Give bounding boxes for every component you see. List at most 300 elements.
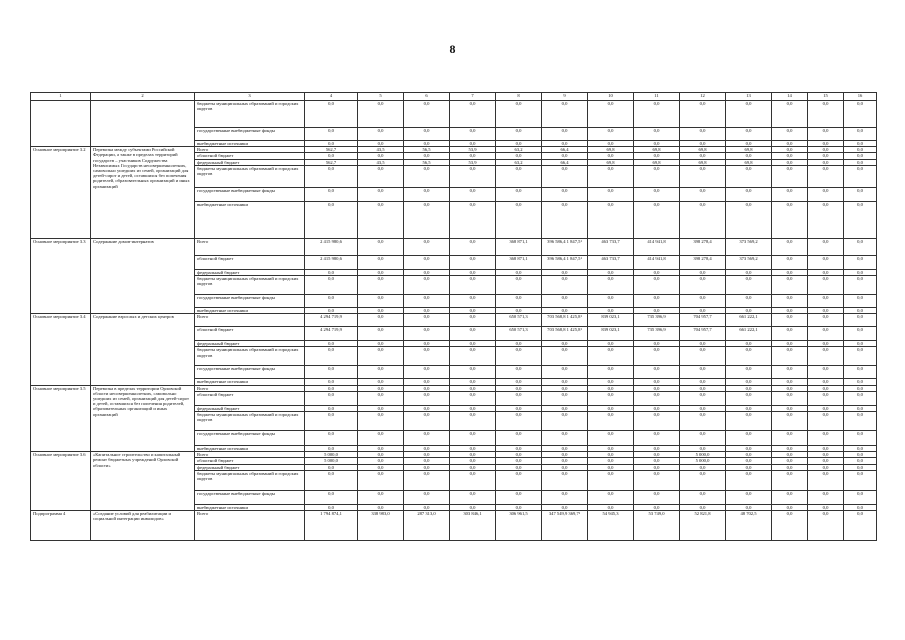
amount-cell: 0,0 bbox=[680, 464, 726, 470]
amount-cell: 0,0 bbox=[358, 446, 404, 452]
amount-cell: 69,8 bbox=[726, 159, 772, 165]
funding-source-cell: Всего bbox=[195, 511, 305, 541]
amount-cell: 0,0 bbox=[844, 405, 877, 411]
amount-cell: 0,0 bbox=[726, 347, 772, 366]
column-number-cell: 13 bbox=[726, 93, 772, 101]
amount-cell: 0,0 bbox=[680, 405, 726, 411]
activity-name-cell: Перевозка в пределах территории Орловской области несовершеннолетних, самовольно ушедших из семей, организаций для детей-сирот и детей, оставшихся без попечения родителей, образовательных организаций и иных организаций bbox=[91, 385, 195, 452]
amount-cell: 0,0 bbox=[844, 470, 877, 490]
amount-cell: 0,0 bbox=[772, 470, 808, 490]
amount-cell: 0,0 bbox=[726, 391, 772, 405]
amount-cell: 0,0 bbox=[808, 452, 844, 458]
funding-source-cell: государственные внебюджетные фонды bbox=[195, 431, 305, 446]
column-number-row bbox=[31, 93, 877, 101]
amount-cell: 0,0 bbox=[808, 504, 844, 510]
amount-cell: 0,0 bbox=[542, 431, 588, 446]
amount-cell: 0,0 bbox=[496, 308, 542, 314]
amount-cell: 0,0 bbox=[588, 431, 634, 446]
funding-source-cell: бюджеты муниципальных образований и городских округов bbox=[195, 101, 305, 128]
amount-cell: 0,0 bbox=[450, 341, 496, 347]
amount-cell: 66,4 bbox=[542, 159, 588, 165]
amount-cell: 0,0 bbox=[680, 470, 726, 490]
amount-cell: 0,0 bbox=[542, 187, 588, 201]
amount-cell: 0,0 bbox=[634, 490, 680, 504]
amount-cell: 0,0 bbox=[358, 141, 404, 147]
amount-cell: 0,0 bbox=[844, 308, 877, 314]
amount-cell: 0,0 bbox=[726, 308, 772, 314]
amount-cell: 0,0 bbox=[542, 101, 588, 128]
amount-cell: 0,0 bbox=[772, 159, 808, 165]
amount-cell: 0,0 bbox=[634, 341, 680, 347]
amount-cell: 0,0 bbox=[588, 295, 634, 308]
amount-cell: 56,5 bbox=[404, 159, 450, 165]
funding-source-cell: Всего bbox=[195, 147, 305, 153]
amount-cell: 0,0 bbox=[496, 276, 542, 295]
amount-cell: 0,0 bbox=[450, 470, 496, 490]
amount-cell: 0,0 bbox=[450, 128, 496, 141]
amount-cell: 0,0 bbox=[496, 347, 542, 366]
amount-cell: 0,0 bbox=[496, 101, 542, 128]
funding-source-cell: внебюджетные источники bbox=[195, 504, 305, 510]
amount-cell: 0,0 bbox=[305, 153, 358, 159]
amount-cell: 0,0 bbox=[404, 141, 450, 147]
amount-cell: 0,0 bbox=[808, 458, 844, 464]
amount-cell: 0,0 bbox=[772, 464, 808, 470]
amount-cell: 0,0 bbox=[634, 201, 680, 238]
amount-cell: 0,0 bbox=[496, 379, 542, 385]
funding-source-cell: внебюджетные источники bbox=[195, 446, 305, 452]
amount-cell: 306 961,5 bbox=[496, 511, 542, 541]
amount-cell: 0,0 bbox=[450, 314, 496, 327]
amount-cell: 0,0 bbox=[305, 341, 358, 347]
amount-cell: 0,0 bbox=[634, 504, 680, 510]
amount-cell: 69,8 bbox=[588, 147, 634, 153]
amount-cell: 0,0 bbox=[726, 201, 772, 238]
amount-cell: 0,0 bbox=[542, 276, 588, 295]
amount-cell: 0,0 bbox=[808, 159, 844, 165]
amount-cell: 0,0 bbox=[588, 452, 634, 458]
funding-source-cell: государственные внебюджетные фонды bbox=[195, 366, 305, 379]
amount-cell: 0,0 bbox=[496, 201, 542, 238]
amount-cell: 0,0 bbox=[496, 405, 542, 411]
amount-cell: 0,0 bbox=[808, 446, 844, 452]
amount-cell: 0,0 bbox=[772, 101, 808, 128]
funding-source-cell: государственные внебюджетные фонды bbox=[195, 490, 305, 504]
amount-cell: 0,0 bbox=[808, 379, 844, 385]
amount-cell: 0,0 bbox=[404, 269, 450, 275]
amount-cell: 0,0 bbox=[358, 128, 404, 141]
amount-cell: 0,0 bbox=[450, 308, 496, 314]
amount-cell: 0,0 bbox=[542, 490, 588, 504]
amount-cell: 0,0 bbox=[634, 165, 680, 187]
funding-source-cell: областной бюджет bbox=[195, 153, 305, 159]
amount-cell: 0,0 bbox=[588, 464, 634, 470]
amount-cell: 0,0 bbox=[726, 128, 772, 141]
activity-name-cell: Перевозка между субъектами Российской Федерации, а также в пределах территорий государств – участников Содружества Независимых Государств несовершеннолетних, самовольно ушедших из семей, организаций для детей-сирот и детей, оставшихся без попечения родителей, образовательных организаций и иных организаций bbox=[91, 147, 195, 239]
amount-cell: 0,0 bbox=[772, 341, 808, 347]
amount-cell: 0,0 bbox=[772, 412, 808, 431]
amount-cell: 0,0 bbox=[844, 490, 877, 504]
amount-cell: 0,0 bbox=[772, 366, 808, 379]
amount-cell: 0,0 bbox=[726, 101, 772, 128]
amount-cell: 0,0 bbox=[404, 187, 450, 201]
amount-cell: 0,0 bbox=[404, 327, 450, 341]
amount-cell: 0,0 bbox=[496, 141, 542, 147]
amount-cell: 2 415 980,6 bbox=[305, 255, 358, 269]
table-row bbox=[31, 238, 877, 255]
amount-cell: 0,0 bbox=[808, 405, 844, 411]
amount-cell: 0,0 bbox=[358, 366, 404, 379]
amount-cell: 0,0 bbox=[496, 391, 542, 405]
funding-source-cell: бюджеты муниципальных образований и городских округов bbox=[195, 470, 305, 490]
amount-cell: 0,0 bbox=[588, 308, 634, 314]
amount-cell: 0,0 bbox=[634, 405, 680, 411]
amount-cell: 0,0 bbox=[772, 153, 808, 159]
amount-cell: 0,0 bbox=[404, 308, 450, 314]
amount-cell: 0,0 bbox=[844, 187, 877, 201]
amount-cell: 0,0 bbox=[634, 101, 680, 128]
amount-cell: 0,0 bbox=[844, 238, 877, 255]
page-number: 8 bbox=[449, 42, 456, 56]
activity-name-cell: Содержание домов-интернатов bbox=[91, 238, 195, 313]
amount-cell: 0,0 bbox=[450, 412, 496, 431]
amount-cell: 0,0 bbox=[844, 511, 877, 541]
amount-cell: 0,0 bbox=[358, 431, 404, 446]
amount-cell: 0,0 bbox=[808, 431, 844, 446]
amount-cell: 414 941,8 bbox=[634, 255, 680, 269]
activity-code-cell: Основное мероприятие 3.6 bbox=[31, 452, 91, 511]
amount-cell: 0,0 bbox=[808, 366, 844, 379]
amount-cell: 0,0 bbox=[404, 446, 450, 452]
amount-cell: 0,0 bbox=[726, 269, 772, 275]
amount-cell: 0,0 bbox=[305, 366, 358, 379]
amount-cell: 0,0 bbox=[358, 464, 404, 470]
amount-cell: 0,0 bbox=[450, 276, 496, 295]
column-number-cell: 1 bbox=[31, 93, 91, 101]
amount-cell: 0,0 bbox=[726, 504, 772, 510]
amount-cell: 0,0 bbox=[358, 314, 404, 327]
amount-cell: 0,0 bbox=[634, 452, 680, 458]
amount-cell: 0,0 bbox=[844, 327, 877, 341]
funding-source-cell: Всего bbox=[195, 452, 305, 458]
amount-cell: 0,0 bbox=[450, 187, 496, 201]
amount-cell: 463 733,7 bbox=[588, 238, 634, 255]
amount-cell: 0,0 bbox=[772, 295, 808, 308]
amount-cell: 0,0 bbox=[358, 412, 404, 431]
amount-cell: 0,0 bbox=[358, 405, 404, 411]
column-number-cell: 11 bbox=[634, 93, 680, 101]
amount-cell: 0,0 bbox=[634, 458, 680, 464]
amount-cell: 0,0 bbox=[358, 101, 404, 128]
amount-cell: 0,0 bbox=[772, 347, 808, 366]
amount-cell: 69,8 bbox=[680, 159, 726, 165]
amount-cell: 0,0 bbox=[358, 341, 404, 347]
amount-cell: 0,0 bbox=[808, 327, 844, 341]
amount-cell: 0,0 bbox=[305, 446, 358, 452]
column-number-cell: 9 bbox=[542, 93, 588, 101]
amount-cell: 0,0 bbox=[450, 405, 496, 411]
column-number-cell: 7 bbox=[450, 93, 496, 101]
amount-cell: 0,0 bbox=[680, 490, 726, 504]
table-row bbox=[31, 511, 877, 541]
amount-cell: 0,0 bbox=[404, 295, 450, 308]
amount-cell: 0,0 bbox=[844, 276, 877, 295]
amount-cell: 287 313,0 bbox=[404, 511, 450, 541]
amount-cell: 0,0 bbox=[808, 470, 844, 490]
amount-cell: 0,0 bbox=[588, 347, 634, 366]
amount-cell: 0,0 bbox=[772, 187, 808, 201]
amount-cell: 0,0 bbox=[404, 490, 450, 504]
amount-cell: 0,0 bbox=[726, 341, 772, 347]
amount-cell: 0,0 bbox=[726, 141, 772, 147]
amount-cell: 0,0 bbox=[404, 504, 450, 510]
amount-cell: 0,0 bbox=[588, 269, 634, 275]
funding-source-cell: внебюджетные источники bbox=[195, 201, 305, 238]
amount-cell: 0,0 bbox=[450, 201, 496, 238]
amount-cell: 0,0 bbox=[450, 458, 496, 464]
amount-cell: 0,0 bbox=[726, 470, 772, 490]
activity-name-cell: Содержание взрослых и детских центров bbox=[91, 314, 195, 385]
activity-name-cell bbox=[91, 101, 195, 147]
amount-cell: 0,0 bbox=[808, 511, 844, 541]
amount-cell: 0,0 bbox=[358, 391, 404, 405]
amount-cell: 0,0 bbox=[404, 366, 450, 379]
amount-cell: 0,0 bbox=[404, 101, 450, 128]
funding-source-cell: федеральный бюджет bbox=[195, 464, 305, 470]
amount-cell: 0,0 bbox=[358, 452, 404, 458]
activity-code-cell: Подпрограмма 4 bbox=[31, 511, 91, 541]
amount-cell: 368 871,1 bbox=[496, 255, 542, 269]
amount-cell: 0,0 bbox=[808, 101, 844, 128]
amount-cell: 0,0 bbox=[844, 255, 877, 269]
amount-cell: 0,0 bbox=[726, 490, 772, 504]
amount-cell: 0,0 bbox=[680, 347, 726, 366]
amount-cell: 0,0 bbox=[542, 141, 588, 147]
amount-cell: 0,0 bbox=[450, 504, 496, 510]
amount-cell: 0,0 bbox=[680, 308, 726, 314]
amount-cell: 0,0 bbox=[542, 269, 588, 275]
amount-cell: 0,0 bbox=[772, 391, 808, 405]
amount-cell: 0,0 bbox=[358, 490, 404, 504]
amount-cell: 0,0 bbox=[588, 412, 634, 431]
amount-cell: 703 568,8 1 425,8¹ bbox=[542, 327, 588, 341]
amount-cell: 0,0 bbox=[772, 128, 808, 141]
activity-code-cell: Основное мероприятие 3.2 bbox=[31, 147, 91, 239]
amount-cell: 0,0 bbox=[542, 341, 588, 347]
amount-cell: 0,0 bbox=[680, 341, 726, 347]
amount-cell: 396 586,4 1 847,5¹ bbox=[542, 238, 588, 255]
amount-cell: 0,0 bbox=[844, 464, 877, 470]
amount-cell: 0,0 bbox=[305, 101, 358, 128]
amount-cell: 0,0 bbox=[450, 431, 496, 446]
amount-cell: 0,0 bbox=[808, 490, 844, 504]
funding-source-cell: государственные внебюджетные фонды bbox=[195, 128, 305, 141]
amount-cell: 0,0 bbox=[772, 147, 808, 153]
amount-cell: 0,0 bbox=[844, 366, 877, 379]
amount-cell: 0,0 bbox=[542, 458, 588, 464]
amount-cell: 0,0 bbox=[634, 464, 680, 470]
amount-cell: 0,0 bbox=[542, 128, 588, 141]
amount-cell: 0,0 bbox=[496, 385, 542, 391]
column-number-cell: 6 bbox=[404, 93, 450, 101]
amount-cell: 0,0 bbox=[588, 366, 634, 379]
funding-source-cell: внебюджетные источники bbox=[195, 379, 305, 385]
budget-table-container bbox=[30, 92, 876, 541]
amount-cell: 396 586,4 1 847,5¹ bbox=[542, 255, 588, 269]
funding-source-cell: Всего bbox=[195, 314, 305, 327]
amount-cell: 0,0 bbox=[634, 470, 680, 490]
amount-cell: 0,0 bbox=[496, 431, 542, 446]
amount-cell: 0,0 bbox=[680, 201, 726, 238]
amount-cell: 0,0 bbox=[844, 341, 877, 347]
amount-cell: 704 957,7 bbox=[680, 327, 726, 341]
amount-cell: 0,0 bbox=[844, 128, 877, 141]
amount-cell: 0,0 bbox=[305, 412, 358, 431]
amount-cell: 0,0 bbox=[404, 347, 450, 366]
column-number-cell: 2 bbox=[91, 93, 195, 101]
amount-cell: 0,0 bbox=[450, 490, 496, 504]
amount-cell: 0,0 bbox=[844, 147, 877, 153]
amount-cell: 0,0 bbox=[844, 379, 877, 385]
amount-cell: 0,0 bbox=[726, 431, 772, 446]
amount-cell: 63,2 bbox=[496, 147, 542, 153]
amount-cell: 414 941,8 bbox=[634, 238, 680, 255]
funding-source-cell: бюджеты муниципальных образований и городских округов bbox=[195, 347, 305, 366]
amount-cell: 0,0 bbox=[542, 366, 588, 379]
amount-cell: 0,0 bbox=[450, 295, 496, 308]
amount-cell: 0,0 bbox=[588, 165, 634, 187]
amount-cell: 0,0 bbox=[680, 366, 726, 379]
amount-cell: 0,0 bbox=[358, 201, 404, 238]
amount-cell: 0,0 bbox=[542, 308, 588, 314]
amount-cell: 0,0 bbox=[496, 458, 542, 464]
amount-cell: 0,0 bbox=[358, 255, 404, 269]
amount-cell: 0,0 bbox=[680, 385, 726, 391]
amount-cell: 0,0 bbox=[808, 128, 844, 141]
funding-source-cell: внебюджетные источники bbox=[195, 308, 305, 314]
amount-cell: 0,0 bbox=[680, 431, 726, 446]
amount-cell: 0,0 bbox=[496, 165, 542, 187]
amount-cell: 735 396,9 bbox=[634, 314, 680, 327]
amount-cell: 0,0 bbox=[680, 295, 726, 308]
amount-cell: 398 278,4 bbox=[680, 255, 726, 269]
amount-cell: 0,0 bbox=[404, 201, 450, 238]
amount-cell: 0,0 bbox=[358, 308, 404, 314]
amount-cell: 0,0 bbox=[808, 153, 844, 159]
amount-cell: 0,0 bbox=[305, 490, 358, 504]
amount-cell: 0,0 bbox=[726, 412, 772, 431]
amount-cell: 0,0 bbox=[634, 446, 680, 452]
amount-cell: 0,0 bbox=[726, 295, 772, 308]
amount-cell: 661 222,1 bbox=[726, 327, 772, 341]
amount-cell: 0,0 bbox=[496, 464, 542, 470]
amount-cell: 0,0 bbox=[772, 379, 808, 385]
amount-cell: 0,0 bbox=[634, 347, 680, 366]
amount-cell: 69,8 bbox=[726, 147, 772, 153]
amount-cell: 661 222,1 bbox=[726, 314, 772, 327]
amount-cell: 5 000,0 bbox=[305, 458, 358, 464]
funding-source-cell: федеральный бюджет bbox=[195, 159, 305, 165]
amount-cell: 69,8 bbox=[634, 147, 680, 153]
amount-cell: 0,0 bbox=[808, 308, 844, 314]
amount-cell: 0,0 bbox=[680, 269, 726, 275]
amount-cell: 4 294 719,9 bbox=[305, 314, 358, 327]
amount-cell: 0,0 bbox=[772, 490, 808, 504]
amount-cell: 69,8 bbox=[680, 147, 726, 153]
amount-cell: 53,9 bbox=[450, 147, 496, 153]
amount-cell: 0,0 bbox=[450, 165, 496, 187]
amount-cell: 0,0 bbox=[404, 314, 450, 327]
amount-cell: 0,0 bbox=[542, 201, 588, 238]
amount-cell: 0,0 bbox=[844, 141, 877, 147]
amount-cell: 0,0 bbox=[680, 446, 726, 452]
funding-source-cell: бюджеты муниципальных образований и городских округов bbox=[195, 276, 305, 295]
amount-cell: 0,0 bbox=[404, 464, 450, 470]
amount-cell: 0,0 bbox=[305, 187, 358, 201]
column-number-cell: 4 bbox=[305, 93, 358, 101]
amount-cell: 0,0 bbox=[844, 159, 877, 165]
amount-cell: 0,0 bbox=[808, 412, 844, 431]
amount-cell: 0,0 bbox=[542, 470, 588, 490]
amount-cell: 0,0 bbox=[634, 366, 680, 379]
amount-cell: 0,0 bbox=[588, 490, 634, 504]
amount-cell: 0,0 bbox=[305, 276, 358, 295]
column-number-cell: 12 bbox=[680, 93, 726, 101]
amount-cell: 0,0 bbox=[305, 405, 358, 411]
amount-cell: 0,0 bbox=[450, 379, 496, 385]
amount-cell: 0,0 bbox=[404, 385, 450, 391]
amount-cell: 0,0 bbox=[808, 255, 844, 269]
amount-cell: 0,0 bbox=[496, 504, 542, 510]
amount-cell: 0,0 bbox=[680, 412, 726, 431]
amount-cell: 0,0 bbox=[305, 470, 358, 490]
amount-cell: 0,0 bbox=[588, 391, 634, 405]
amount-cell: 0,0 bbox=[726, 458, 772, 464]
amount-cell: 52 821,8 bbox=[680, 511, 726, 541]
amount-cell: 69,8 bbox=[588, 159, 634, 165]
amount-cell: 63,2 bbox=[496, 159, 542, 165]
amount-cell: 0,0 bbox=[726, 405, 772, 411]
amount-cell: 0,0 bbox=[496, 446, 542, 452]
amount-cell: 0,0 bbox=[496, 295, 542, 308]
amount-cell: 0,0 bbox=[450, 385, 496, 391]
amount-cell: 368 871,1 bbox=[496, 238, 542, 255]
amount-cell: 0,0 bbox=[305, 385, 358, 391]
amount-cell: 0,0 bbox=[404, 458, 450, 464]
funding-source-cell: федеральный бюджет bbox=[195, 269, 305, 275]
amount-cell: 4 294 719,9 bbox=[305, 327, 358, 341]
amount-cell: 0,0 bbox=[450, 269, 496, 275]
amount-cell: 0,0 bbox=[772, 452, 808, 458]
amount-cell: 0,0 bbox=[680, 165, 726, 187]
amount-cell: 0,0 bbox=[808, 141, 844, 147]
amount-cell: 398 278,4 bbox=[680, 238, 726, 255]
amount-cell: 338 983,0 bbox=[358, 511, 404, 541]
amount-cell: 0,0 bbox=[634, 379, 680, 385]
amount-cell: 0,0 bbox=[358, 238, 404, 255]
amount-cell: 69,8 bbox=[634, 159, 680, 165]
amount-cell: 0,0 bbox=[808, 147, 844, 153]
column-number-cell: 14 bbox=[772, 93, 808, 101]
amount-cell: 562,7 bbox=[305, 147, 358, 153]
amount-cell: 0,0 bbox=[542, 153, 588, 159]
amount-cell: 0,0 bbox=[634, 295, 680, 308]
amount-cell: 0,0 bbox=[772, 308, 808, 314]
funding-source-cell: областной бюджет bbox=[195, 458, 305, 464]
activity-name-cell: «Капитальное строительство и капитальный ремонт бюджетных учреждений Орловской области» bbox=[91, 452, 195, 511]
column-number-cell: 15 bbox=[808, 93, 844, 101]
amount-cell: 0,0 bbox=[358, 153, 404, 159]
